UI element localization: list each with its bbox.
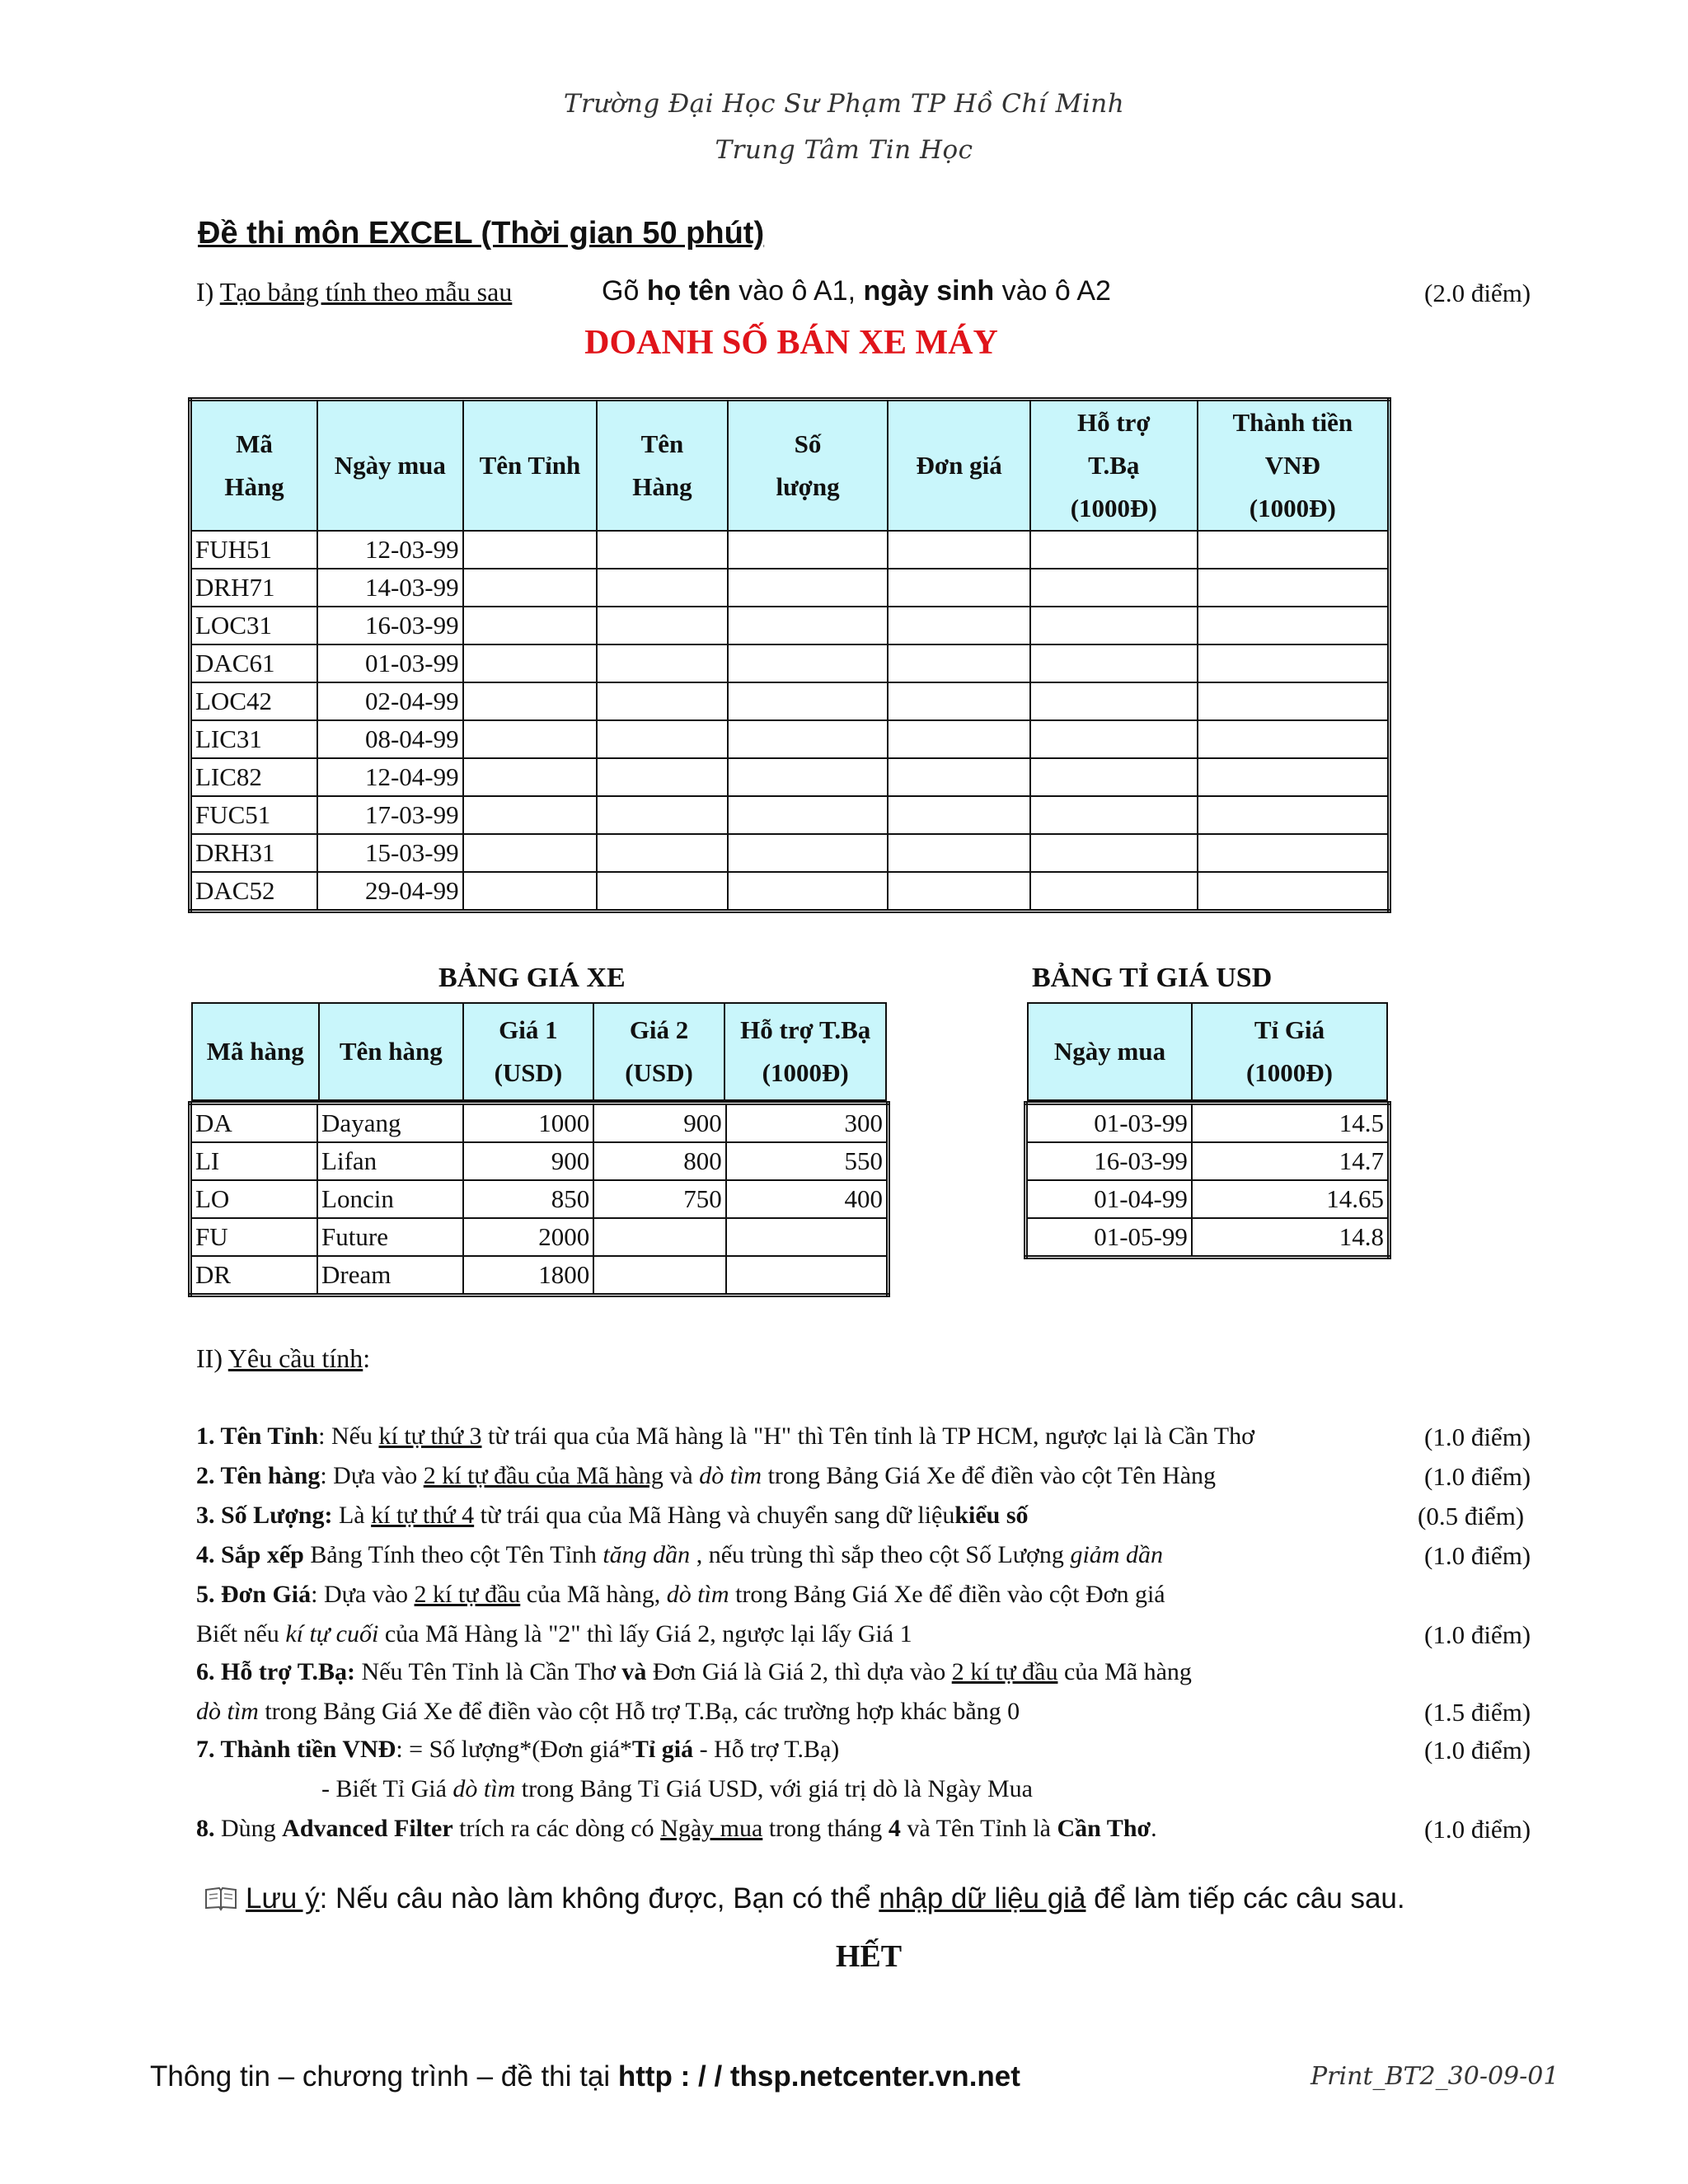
footer-print-code: Print_BT2_30-09-01 [1311,2062,1559,2091]
cell-empty [888,644,1030,682]
rate-table [1024,1101,1391,1259]
table-row [190,1256,889,1296]
cell-ho-tro [726,1256,889,1296]
cell-ngay-mua: 01-03-99 [1026,1104,1192,1143]
cell-empty [597,569,728,607]
cell-empty [597,796,728,834]
cell-empty [1030,796,1198,834]
cell-empty [1030,720,1198,758]
cell-ngay-mua: 16-03-99 [1026,1142,1192,1180]
table-row [190,531,1390,569]
requirement-3-points: (0.5 điểm) [1418,1502,1525,1530]
cell-empty [1198,569,1390,607]
cell-empty [597,872,728,912]
cell-empty [1030,644,1198,682]
cell-ten-hang: Dream [317,1256,463,1296]
cell-empty [728,644,889,682]
cell-ngay-mua: 01-05-99 [1026,1218,1192,1258]
cell-ten-hang: Future [317,1218,463,1256]
requirement-8: 8. Dùng Advanced Filter trích ra các dòng có Ngày mua trong tháng 4 và Tên Tỉnh là Cần Thơ. [196,1815,1157,1842]
cell-gia1: 2000 [463,1218,594,1256]
cell-ngay-mua: 12-03-99 [317,531,463,569]
requirement-5-detail: Biết nếu kí tự cuối của Mã Hàng là "2" thì lấy Giá 2, ngược lại lấy Giá 1 [196,1620,912,1647]
cell-gia1: 1800 [463,1256,594,1296]
cell-ngay-mua: 08-04-99 [317,720,463,758]
table-row [190,720,1390,758]
cell-gia1: 900 [463,1142,594,1180]
cell-empty [888,720,1030,758]
table-row [1026,1180,1390,1218]
table-row [190,644,1390,682]
cell-empty [1030,834,1198,872]
cell-empty [463,796,598,834]
cell-ngay-mua: 17-03-99 [317,796,463,834]
cell-empty [1030,569,1198,607]
table-row [190,1142,889,1180]
header-ho-tro-tba: Hỗ trợ T.Bạ (1000Đ) [1030,400,1198,532]
cell-empty [597,834,728,872]
cell-ma-hang: LIC31 [190,720,318,758]
requirement-1: 1. Tên Tỉnh: Nếu kí tự thứ 3 từ trái qua của Mã hàng là "H" thì Tên tỉnh là TP HCM, ngược lại là Cần Thơ [196,1422,1254,1450]
header-institution: Trường Đại Học Sư Phạm TP Hồ Chí Minh [563,89,1125,119]
cell-empty [888,834,1030,872]
instr-part2: vào ô A1, [730,275,864,307]
header-thanh-tien: Thành tiền VNĐ (1000Đ) [1198,400,1390,532]
cell-gia2: 900 [593,1104,726,1143]
table-row [1026,1218,1390,1258]
cell-ho-tro: 400 [726,1180,889,1218]
cell-ma-hang: LOC31 [190,607,318,644]
cell-empty [728,834,889,872]
requirement-8-points: (1.0 điểm) [1424,1815,1531,1844]
cell-empty [463,834,598,872]
cell-empty [597,758,728,796]
requirement-3: 3. Số Lượng: Là kí tự thứ 4 từ trái qua của Mã Hàng và chuyển sang dữ liệukiểu số [196,1502,1029,1529]
header-ten-hang: Tên Hàng [597,400,728,532]
cell-empty [463,644,598,682]
end-marker: HẾT [835,1939,903,1974]
cell-empty [728,531,889,569]
requirement-2-points: (1.0 điểm) [1424,1462,1531,1491]
cell-ho-tro [726,1218,889,1256]
sales-table-header [190,400,1390,532]
cell-empty [728,682,889,720]
requirement-4: 4. Sắp xếp Bảng Tính theo cột Tên Tỉnh tăng dần , nếu trùng thì sắp theo cột Số Lượng giảm dần [196,1541,1163,1568]
cell-empty [1198,758,1390,796]
rate-table-title: BẢNG TỈ GIÁ USD [1032,963,1273,993]
cell-ma-hang: DRH31 [190,834,318,872]
price-table-title: BẢNG GIÁ XE [438,963,626,993]
rate-header-ti-gia: Tỉ Giá (1000Đ) [1192,1003,1387,1100]
cell-empty [1198,872,1390,912]
cell-ngay-mua: 12-04-99 [317,758,463,796]
cell-empty [463,531,598,569]
requirement-7: 7. Thành tiền VNĐ: = Số lượng*(Đơn giá*Tỉ giá - Hỗ trợ T.Bạ) [196,1736,840,1763]
requirement-6-points: (1.5 điểm) [1424,1698,1531,1727]
cell-empty [888,796,1030,834]
cell-empty [888,607,1030,644]
table-row [190,796,1390,834]
price-header-ten-hang: Tên hàng [319,1003,463,1100]
cell-ti-gia: 14.5 [1192,1104,1390,1143]
cell-empty [1030,758,1198,796]
cell-ho-tro: 300 [726,1104,889,1143]
cell-empty [597,682,728,720]
cell-empty [888,872,1030,912]
requirement-4-points: (1.0 điểm) [1424,1541,1531,1570]
rate-table-header [1027,1002,1388,1101]
cell-ma-hang: LO [190,1180,318,1218]
cell-gia2 [593,1218,726,1256]
instr-part1: Gõ [602,275,647,307]
cell-empty [728,758,889,796]
main-title: DOANH SỐ BÁN XE MÁY [584,324,998,362]
table-row [190,758,1390,796]
cell-gia2: 750 [593,1180,726,1218]
price-table-header [191,1002,887,1101]
header-don-gia: Đơn giá [888,400,1030,532]
cell-ten-hang: Lifan [317,1142,463,1180]
cell-empty [1198,607,1390,644]
cell-empty [1030,607,1198,644]
instr-bold2: ngày sinh [863,275,995,307]
cell-empty [728,569,889,607]
cell-empty [1030,531,1198,569]
table-row [190,569,1390,607]
cell-empty [463,607,598,644]
requirement-5-points: (1.0 điểm) [1424,1620,1531,1649]
cell-empty [597,644,728,682]
cell-empty [463,720,598,758]
header-ma-hang: Mã Hàng [190,400,318,532]
cell-empty [888,682,1030,720]
section1-label: Tạo bảng tính theo mẫu sau [219,277,513,307]
cell-ma-hang: DA [190,1104,318,1143]
requirement-6: 6. Hỗ trợ T.Bạ: Nếu Tên Tỉnh là Cần Thơ và Đơn Giá là Giá 2, thì dựa vào 2 kí tự đầu của Mã hàng [196,1658,1192,1685]
cell-empty [463,569,598,607]
rate-header-ngay-mua: Ngày mua [1028,1003,1192,1100]
table-row [190,1218,889,1256]
header-center: Trung Tâm Tin Học [715,135,973,165]
sales-table [188,397,1391,913]
instr-bold1: họ tên [646,275,731,307]
cell-ngay-mua: 16-03-99 [317,607,463,644]
footer-url[interactable]: http : / / thsp.netcenter.vn.net [617,2060,1020,2093]
header-ten-tinh: Tên Tỉnh [463,400,598,532]
cell-empty [888,569,1030,607]
section1-heading [196,277,512,307]
price-header-ho-tro: Hỗ trợ T.Bạ (1000Đ) [724,1003,886,1100]
cell-ma-hang: DAC61 [190,644,318,682]
section1-prefix: I) [196,277,220,307]
requirement-6-detail: dò tìm trong Bảng Giá Xe để điền vào cột Hỗ trợ T.Bạ, các trường hợp khác bằng 0 [196,1698,1020,1725]
cell-ngay-mua: 01-04-99 [1026,1180,1192,1218]
table-row [1026,1142,1390,1180]
note-underlined: nhập dữ liệu giả [879,1882,1086,1915]
cell-empty [1030,682,1198,720]
cell-empty [597,607,728,644]
cell-gia1: 1000 [463,1104,594,1143]
cell-empty [728,796,889,834]
cell-empty [728,720,889,758]
cell-ma-hang: FUH51 [190,531,318,569]
price-header-gia2: Giá 2 (USD) [593,1003,725,1100]
cell-empty [597,531,728,569]
cell-ma-hang: LIC82 [190,758,318,796]
instr-part3: vào ô A2 [994,275,1111,307]
cell-empty [1198,682,1390,720]
note-label: Lưu ý [246,1882,320,1915]
cell-gia1: 850 [463,1180,594,1218]
section1-instruction [602,275,1111,307]
cell-empty [1198,720,1390,758]
price-header-ma-hang: Mã hàng [192,1003,319,1100]
table-row [190,682,1390,720]
cell-ti-gia: 14.8 [1192,1218,1390,1258]
cell-ma-hang: LOC42 [190,682,318,720]
cell-empty [597,720,728,758]
exam-title: Đề thi môn EXCEL (Thời gian 50 phút) [198,216,765,251]
table-row [190,607,1390,644]
cell-ma-hang: DRH71 [190,569,318,607]
book-icon [204,1886,237,1919]
price-table [188,1101,890,1297]
header-so-luong: Số lượng [728,400,889,532]
cell-empty [463,872,598,912]
cell-ma-hang: DR [190,1256,318,1296]
header-ngay-mua: Ngày mua [317,400,463,532]
cell-empty [1198,796,1390,834]
cell-ngay-mua: 15-03-99 [317,834,463,872]
cell-ho-tro: 550 [726,1142,889,1180]
cell-empty [1198,531,1390,569]
cell-ti-gia: 14.7 [1192,1142,1390,1180]
cell-ngay-mua: 29-04-99 [317,872,463,912]
cell-empty [1198,644,1390,682]
cell-ma-hang: DAC52 [190,872,318,912]
section2-heading: II) Yêu cầu tính: [196,1343,371,1373]
cell-gia2 [593,1256,726,1296]
table-row [190,1180,889,1218]
footer-info: Thông tin – chương trình – đề thi tại http : / / thsp.netcenter.vn.net [150,2060,1020,2093]
table-row [1026,1104,1390,1143]
cell-ti-gia: 14.65 [1192,1180,1390,1218]
cell-ngay-mua: 01-03-99 [317,644,463,682]
cell-empty [463,758,598,796]
cell-empty [1030,872,1198,912]
requirement-1-points: (1.0 điểm) [1424,1422,1531,1451]
note: Lưu ý: Nếu câu nào làm không được, Bạn có thể nhập dữ liệu giả để làm tiếp các câu sau. [204,1882,1405,1919]
requirement-5: 5. Đơn Giá: Dựa vào 2 kí tự đầu của Mã hàng, dò tìm trong Bảng Giá Xe để điền vào cột Đơn giá [196,1581,1165,1608]
cell-ma-hang: FU [190,1218,318,1256]
cell-ten-hang: Loncin [317,1180,463,1218]
cell-ngay-mua: 14-03-99 [317,569,463,607]
section1-points: (2.0 điểm) [1424,279,1531,307]
table-row [190,1104,889,1143]
cell-empty [463,682,598,720]
requirement-2: 2. Tên hàng: Dựa vào 2 kí tự đầu của Mã hàng và dò tìm trong Bảng Giá Xe để điền vào cột Tên Hàng [196,1462,1217,1489]
cell-ma-hang: FUC51 [190,796,318,834]
cell-empty [1198,834,1390,872]
cell-gia2: 800 [593,1142,726,1180]
cell-empty [728,607,889,644]
price-header-gia1: Giá 1 (USD) [463,1003,593,1100]
cell-ten-hang: Dayang [317,1104,463,1143]
cell-ma-hang: LI [190,1142,318,1180]
table-row [190,834,1390,872]
cell-empty [888,758,1030,796]
cell-empty [728,872,889,912]
cell-ngay-mua: 02-04-99 [317,682,463,720]
cell-empty [888,531,1030,569]
section2-label: Yêu cầu tính [227,1343,363,1373]
requirement-7-points: (1.0 điểm) [1424,1736,1531,1765]
requirement-7-detail: - Biết Tỉ Giá dò tìm trong Bảng Tỉ Giá USD, với giá trị dò là Ngày Mua [321,1775,1033,1802]
table-row [190,872,1390,912]
